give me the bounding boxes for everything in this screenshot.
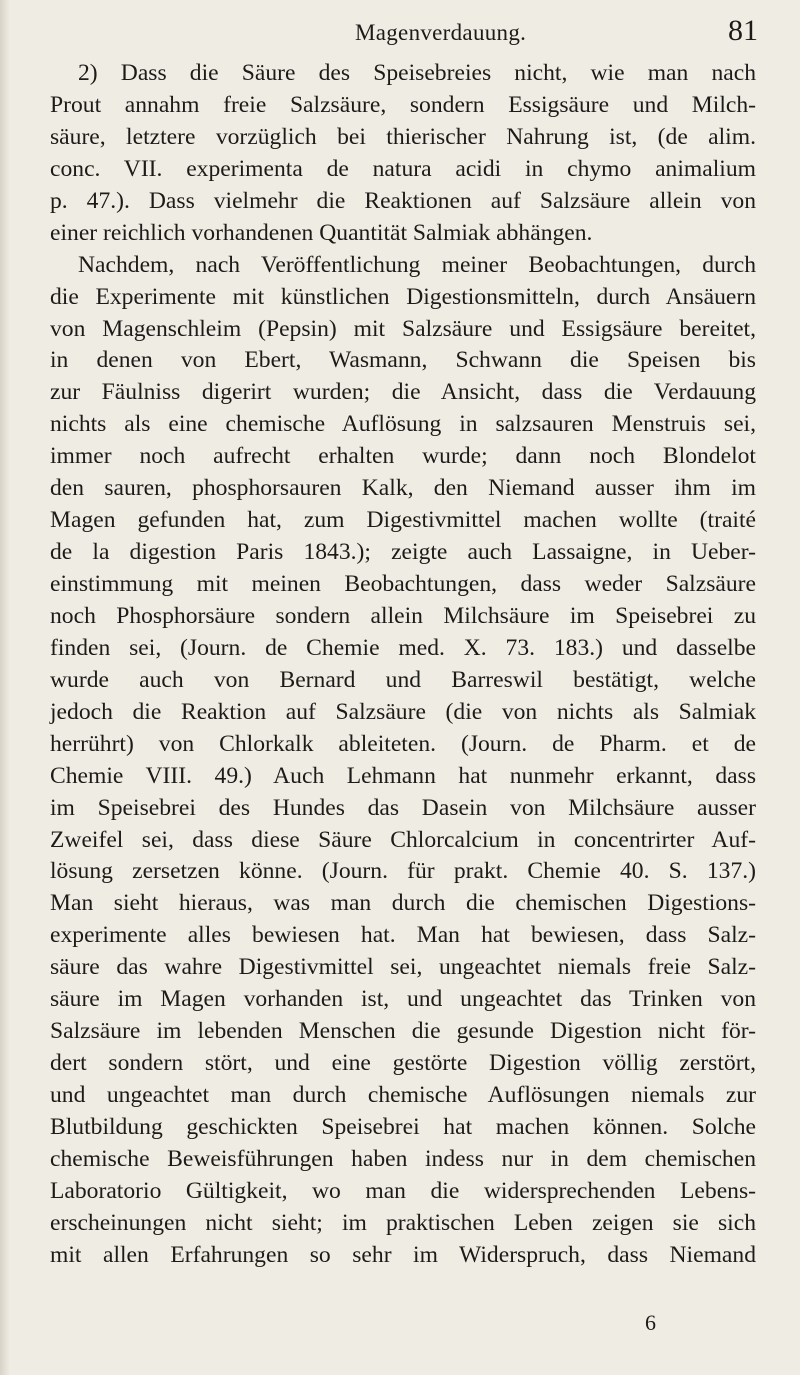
- text-line: conc. VII. experimenta de natura acidi in chymo animalium: [50, 155, 756, 182]
- text-line: dert sondern stört, und eine gestörte Digestion völlig zerstört,: [50, 1050, 756, 1077]
- text-line: säure im Magen vorhanden ist, und ungeachtet das Trinken von: [50, 986, 756, 1013]
- page-edge: [0, 0, 10, 1375]
- text-line: Zweifel sei, dass diese Säure Chlorcalcium in concentrirter Auf-: [50, 826, 756, 853]
- body-text: [50, 58, 756, 1272]
- text-line: von Magenschleim (Pepsin) mit Salzsäure und Essigsäure bereitet,: [50, 315, 756, 342]
- text-line: Laboratorio Gültigkeit, wo man die widersprechenden Lebens-: [50, 1177, 756, 1204]
- text-line: jedoch die Reaktion auf Salzsäure (die von nichts als Salmiak: [50, 698, 756, 725]
- text-line: in denen von Ebert, Wasmann, Schwann die Speisen bis: [50, 347, 756, 374]
- text-line: p. 47.). Dass vielmehr die Reaktionen auf Salzsäure allein von: [50, 187, 756, 214]
- text-line: einstimmung mit meinen Beobachtungen, dass weder Salzsäure: [50, 571, 756, 597]
- text-line: und ungeachtet man durch chemische Auflösungen niemals zur: [50, 1082, 756, 1108]
- text-line: Prout annahm freie Salzsäure, sondern Essigsäure und Milch-: [50, 91, 756, 118]
- text-line: chemische Beweisführungen haben indess nur in dem chemischen: [50, 1145, 756, 1172]
- text-line: Chemie VIII. 49.) Auch Lehmann hat nunmehr erkannt, dass: [50, 762, 756, 789]
- text-line: herrührt) von Chlorkalk ableiteten. (Journ. de Pharm. et de: [50, 730, 756, 757]
- text-line: Salzsäure im lebenden Menschen die gesunde Digestion nicht för-: [50, 1018, 756, 1045]
- text-line: nichts als eine chemische Auflösung in salzsauren Menstruis sei,: [50, 411, 756, 438]
- text-line: Man sieht hieraus, was man durch die chemischen Digestions-: [50, 890, 756, 917]
- text-line: Blutbildung geschickten Speisebrei hat machen können. Solche: [50, 1113, 756, 1140]
- text-line: mit allen Erfahrungen so sehr im Widerspruch, dass Niemand: [50, 1241, 756, 1268]
- text-line: den sauren, phosphorsauren Kalk, den Niemand ausser ihm im: [50, 475, 756, 502]
- text-line: einer reichlich vorhandenen Quantität Salmiak abhängen.: [50, 219, 593, 246]
- text-line: experimente alles bewiesen hat. Man hat bewiesen, dass Salz-: [50, 922, 756, 949]
- text-line: de la digestion Paris 1843.); zeigte auch Lassaigne, in Ueber-: [50, 539, 756, 566]
- text-line: finden sei, (Journ. de Chemie med. X. 73. 183.) und dasselbe: [50, 634, 756, 661]
- text-line: noch Phosphorsäure sondern allein Milchsäure im Speisebrei zu: [50, 602, 756, 629]
- text-line: im Speisebrei des Hundes das Dasein von Milchsäure ausser: [50, 794, 756, 821]
- signature-mark: 6: [645, 1310, 656, 1335]
- text-line: lösung zersetzen könne. (Journ. für prakt. Chemie 40. S. 137.): [50, 858, 756, 885]
- running-head: [0, 8, 800, 48]
- text-line: wurde auch von Bernard und Barreswil bestätigt, welche: [50, 666, 756, 693]
- running-head-title: Magenverdauung.: [355, 20, 527, 45]
- text-line: immer noch aufrecht erhalten wurde; dann noch Blondelot: [50, 443, 756, 470]
- page-number: 81: [728, 14, 758, 47]
- text-line: 2) Dass die Säure des Speisebreies nicht, wie man nach: [78, 60, 756, 86]
- text-line: säure, letztere vorzüglich bei thierischer Nahrung ist, (de alim.: [50, 123, 756, 150]
- text-line: zur Fäulniss digerirt wurden; die Ansicht, dass die Verdauung: [50, 379, 756, 406]
- text-line: Magen gefunden hat, zum Digestivmittel machen wollte (traité: [50, 507, 756, 534]
- text-line: erscheinungen nicht sieht; im praktischen Leben zeigen sie sich: [50, 1209, 756, 1236]
- text-line: säure das wahre Digestivmittel sei, ungeachtet niemals freie Salz-: [50, 954, 756, 981]
- text-line: Nachdem, nach Veröffentlichung meiner Beobachtungen, durch: [78, 251, 756, 278]
- text-line: die Experimente mit künstlichen Digestionsmitteln, durch Ansäuern: [50, 283, 756, 310]
